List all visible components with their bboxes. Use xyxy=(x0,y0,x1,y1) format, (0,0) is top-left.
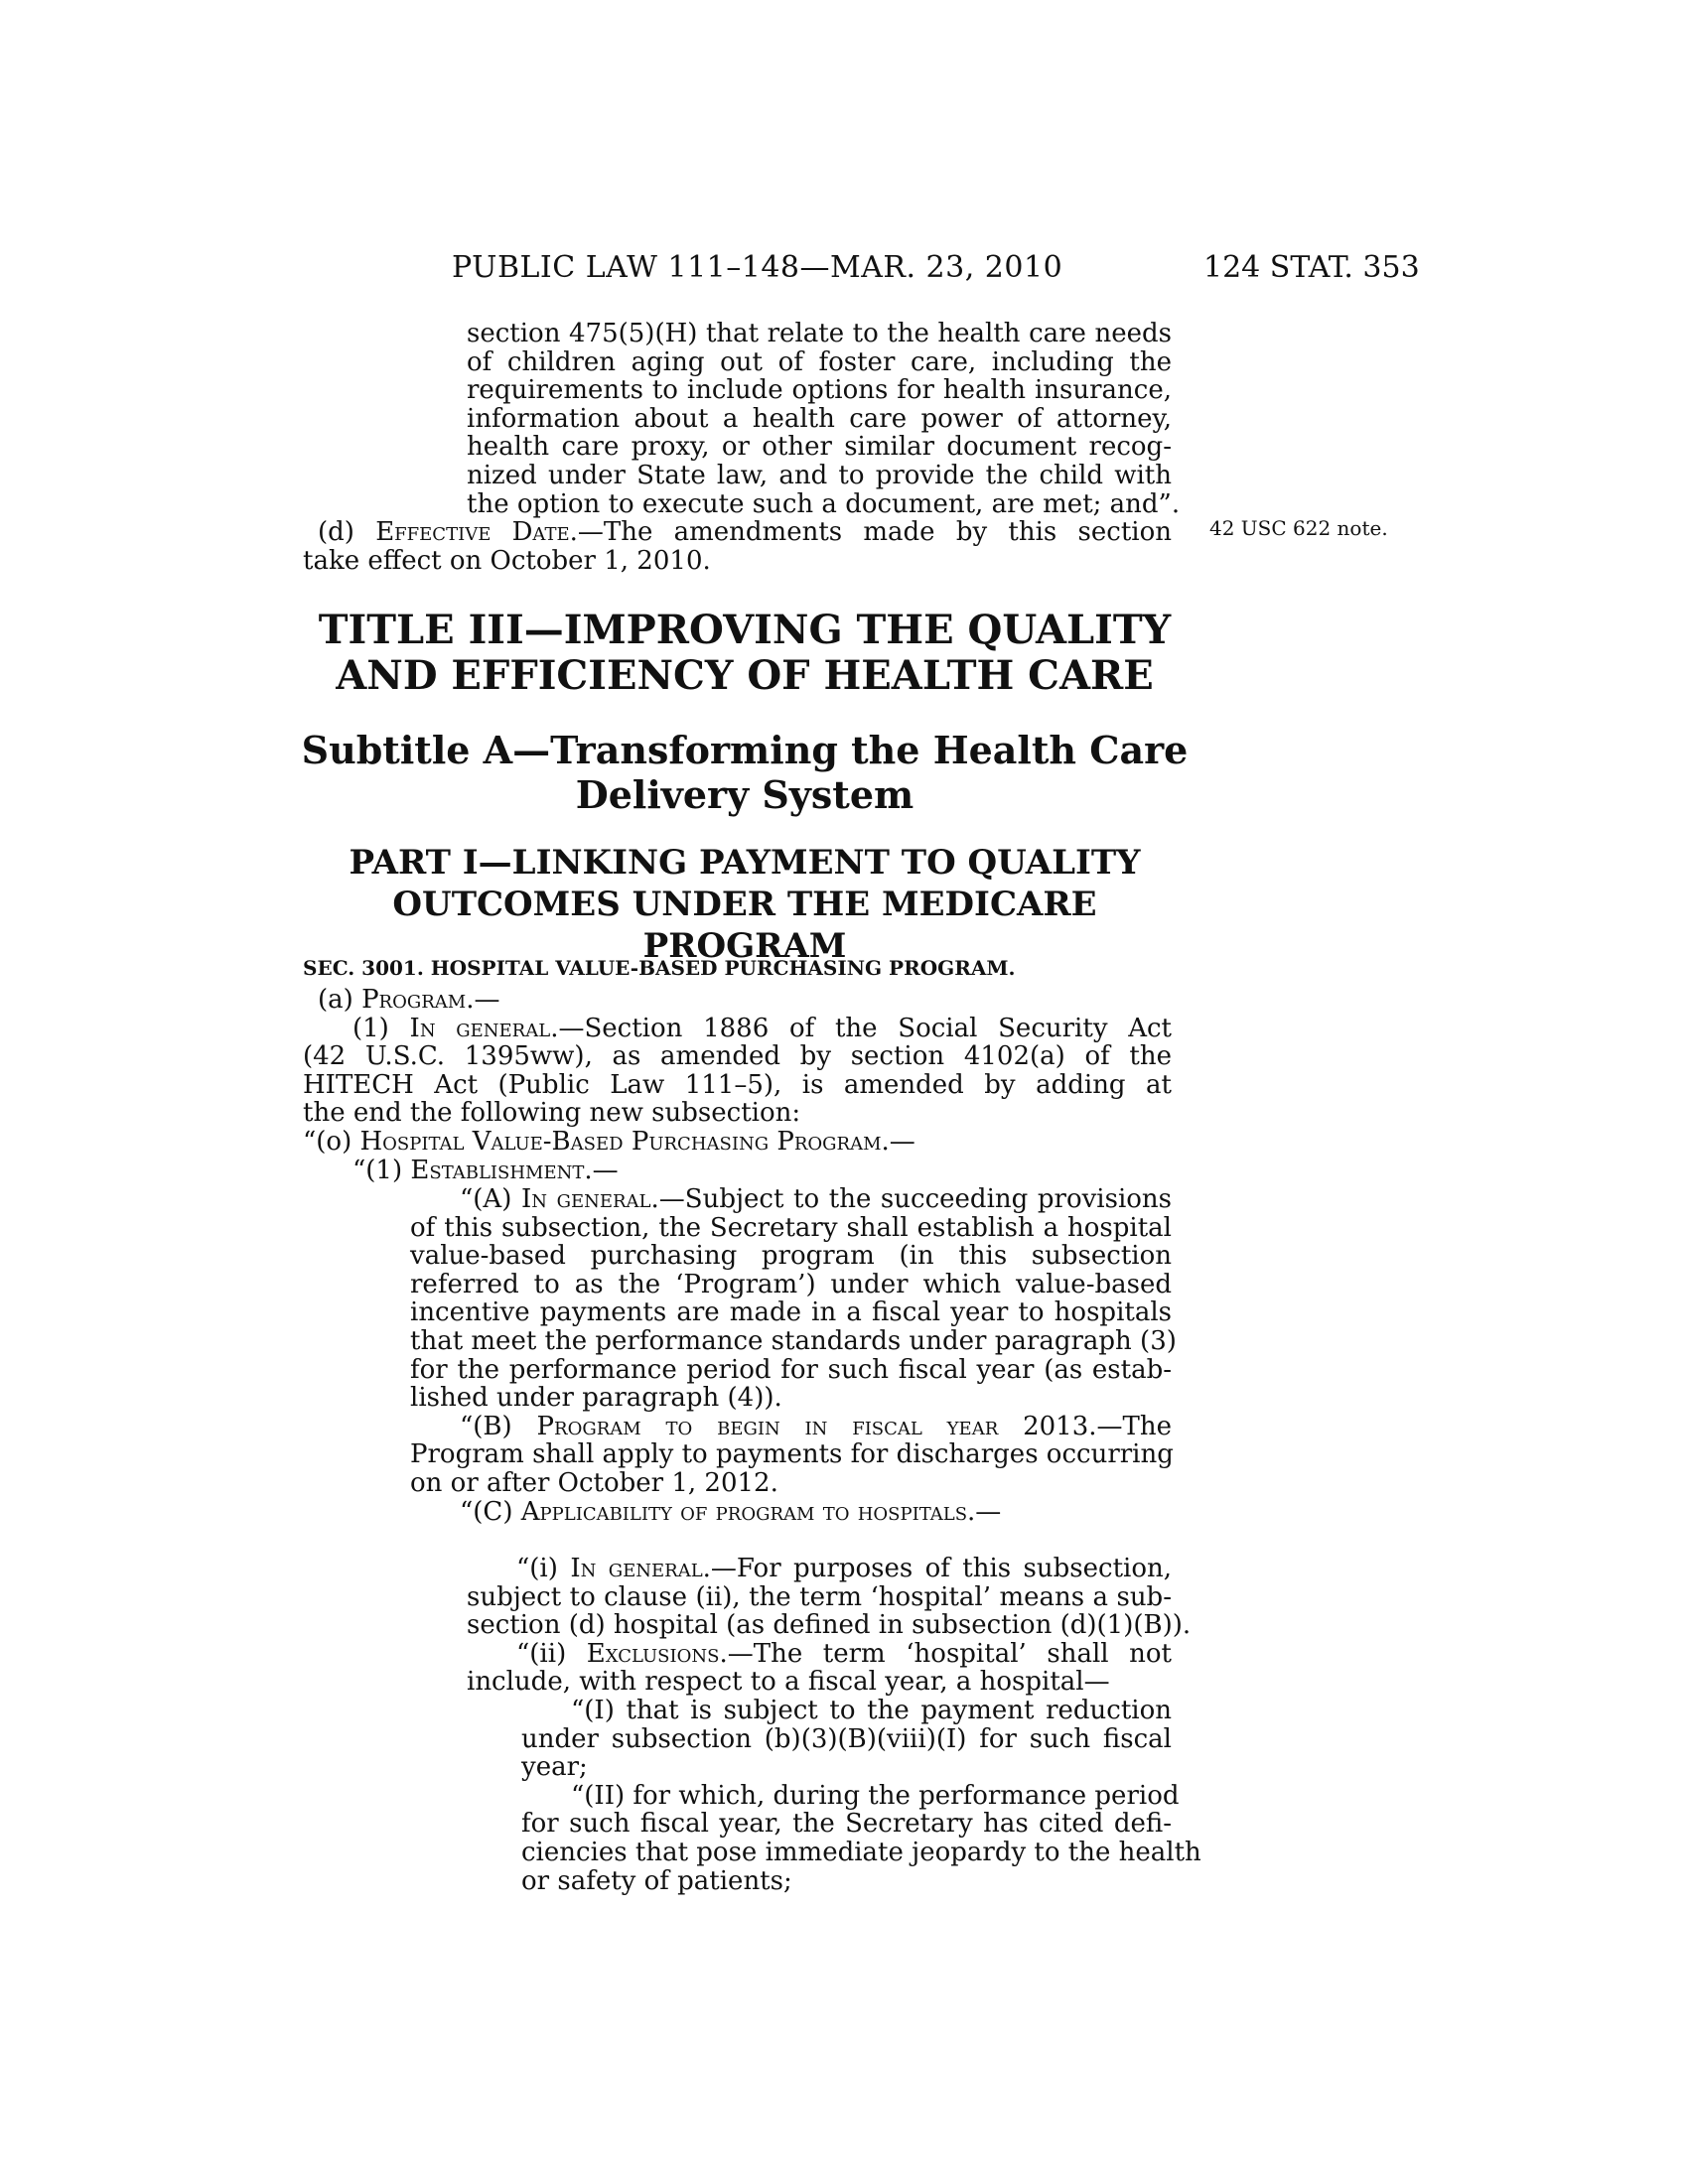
text-line: take effect on October 1, 2010. xyxy=(303,545,711,576)
text-line: health care proxy, or other similar document recog- xyxy=(467,432,1172,463)
subclause-I-line: “(I) that is subject to the payment reduction xyxy=(571,1696,1172,1725)
text-line: “(A) In general.—Subject to the succeeding provisions xyxy=(460,1184,1173,1214)
continuation-paragraph xyxy=(467,319,1181,519)
text-line: or safety of patients; xyxy=(521,1865,792,1896)
section-heading: SEC. 3001. HOSPITAL VALUE-BASED PURCHASING PROGRAM. xyxy=(303,956,1016,980)
text-line: ciencies that pose immediate jeopardy to the health xyxy=(521,1837,1201,1867)
clauses-i-ii xyxy=(467,1554,1192,1698)
text-line: for such fiscal year, the Secretary has cited defi- xyxy=(521,1809,1172,1840)
text-line: section 475(5)(H) that relate to the health care needs xyxy=(467,319,1172,348)
text-line: (d) Effective Date.—The amendments made by this section xyxy=(318,517,1172,547)
paragraph-o1-heading: “(1) Establishment.— xyxy=(352,1155,619,1185)
text-line: HITECH Act (Public Law 111–5), is amended by adding at xyxy=(303,1069,1172,1100)
effective-date-heading: Effective Date xyxy=(375,517,570,547)
text-line: of this subsection, the Secretary shall establish a hospital xyxy=(410,1212,1172,1243)
text-line: Program shall apply to payments for discharges occurring xyxy=(410,1439,1174,1470)
text-line: referred to as the ‘Program’) under which value-based xyxy=(410,1269,1172,1299)
text-line: for the performance period for such fiscal year (as estab- xyxy=(410,1354,1172,1385)
subsection-o-heading: “(o) Hospital Value-Based Purchasing Program.— xyxy=(303,1126,915,1157)
text-line: (42 U.S.C. 1395ww), as amended by section 4102(a) of the xyxy=(303,1041,1172,1072)
clause-i-line: “(i) In general.—For purposes of this subsection, xyxy=(516,1554,1172,1583)
clause-ii-line: “(ii) Exclusions.—The term ‘hospital’ shall not xyxy=(516,1638,1172,1669)
running-header-stat: 124 STAT. 353 xyxy=(1203,250,1420,285)
text-line: nized under State law, and to provide the child with xyxy=(467,460,1172,490)
text-line: year; xyxy=(521,1752,588,1783)
subparagraph-b-line: “(B) Program to begin in fiscal year 2013.—The xyxy=(460,1411,1172,1441)
subparagraph-c-heading: “(C) Applicability of program to hospitals.— xyxy=(460,1496,1002,1527)
subclause-II-line: “(II) for which, during the performance period xyxy=(571,1780,1180,1811)
text-line: under subsection (b)(3)(B)(viii)(I) for such fiscal xyxy=(521,1723,1172,1754)
text-line: value-based purchasing program (in this subsection xyxy=(410,1241,1172,1272)
text-line: include, with respect to a fiscal year, a hospital— xyxy=(467,1667,1110,1698)
margin-note: 42 USC 622 note. xyxy=(1209,516,1388,540)
text-line: section (d) hospital (as defined in subsection (d)(1)(B)). xyxy=(467,1610,1192,1641)
part-heading: PART I—LINKING PAYMENT TO QUALITY OUTCOMES UNDER THE MEDICARE PROGRAM xyxy=(349,843,1141,966)
subsection-a-heading: (a) Program.— xyxy=(318,985,500,1015)
text-line: requirements to include options for health insurance, xyxy=(467,375,1172,406)
text-line: the end the following new subsection: xyxy=(303,1098,801,1129)
text-line: the option to execute such a document, are met; and”. xyxy=(467,488,1181,519)
subtitle-heading: Subtitle A—Transforming the Health Care Delivery System xyxy=(301,728,1189,817)
subclauses xyxy=(521,1696,1201,1896)
text-line: on or after October 1, 2012. xyxy=(410,1467,778,1498)
title-heading: TITLE III—IMPROVING THE QUALITY AND EFFICIENCY OF HEALTH CARE xyxy=(318,607,1172,699)
text-line: information about a health care power of attorney, xyxy=(467,403,1172,434)
text-line: subject to clause (ii), the term ‘hospital’ means a sub- xyxy=(467,1581,1172,1612)
paragraph-1-line: (1) In general.—Section 1886 of the Social Security Act xyxy=(352,1013,1173,1043)
running-header-law: PUBLIC LAW 111–148—MAR. 23, 2010 xyxy=(452,250,1063,285)
effective-date-paragraph xyxy=(303,518,1172,575)
text-line: lished under paragraph (4)). xyxy=(410,1383,782,1414)
subparagraph-a xyxy=(410,1184,1177,1527)
section-body xyxy=(303,986,1172,1184)
text-line: of children aging out of foster care, including the xyxy=(467,346,1172,377)
text-line: that meet the performance standards under paragraph (3) xyxy=(410,1325,1177,1356)
text-line: incentive payments are made in a fiscal year to hospitals xyxy=(410,1297,1172,1328)
